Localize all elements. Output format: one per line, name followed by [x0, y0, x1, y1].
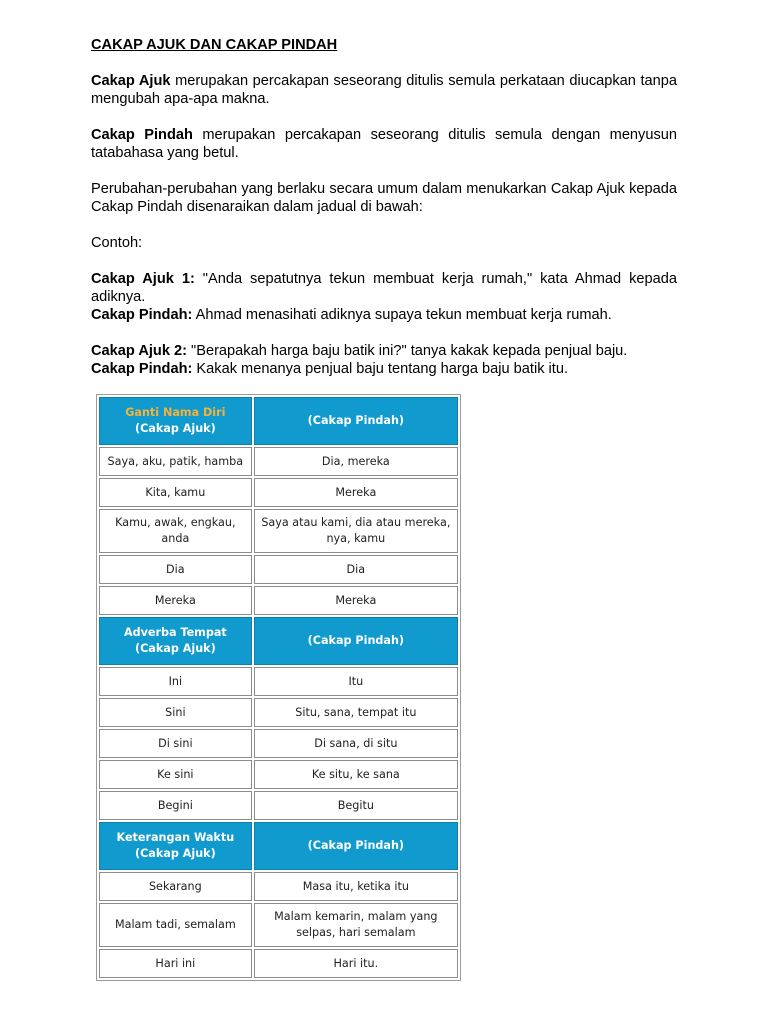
- header-title: Ganti Nama Diri: [125, 406, 226, 419]
- example-label: Cakap Pindah:: [91, 361, 193, 377]
- cell-ajuk: Di sini: [99, 729, 252, 758]
- header-title: Adverba Tempat: [123, 626, 227, 639]
- cell-ajuk: Kita, kamu: [99, 478, 252, 507]
- header-cell-ajuk: [99, 822, 252, 870]
- cell-pindah: Mereka: [254, 478, 458, 507]
- cell-pindah: Malam kemarin, malam yang selpas, hari semalam: [254, 903, 458, 947]
- spacer: [91, 324, 677, 342]
- cell-pindah: Ke situ, ke sana: [254, 760, 458, 789]
- conversion-table-wrapper: [96, 394, 461, 981]
- cell-ajuk: Sini: [99, 698, 252, 727]
- table-row: [99, 791, 458, 820]
- table-row: [99, 872, 458, 901]
- cell-ajuk: Saya, aku, patik, hamba: [99, 447, 252, 476]
- table-row: [99, 447, 458, 476]
- section-header-ganti-nama-diri: [99, 397, 458, 445]
- header-cell-pindah: (Cakap Pindah): [254, 397, 458, 445]
- cell-pindah: Saya atau kami, dia atau mereka, nya, kamu: [254, 509, 458, 553]
- cell-pindah: Itu: [254, 667, 458, 696]
- definition-term: Cakap Pindah: [91, 127, 193, 143]
- example-text: Ahmad menasihati adiknya supaya tekun membuat kerja rumah.: [192, 307, 612, 323]
- definition-term: Cakap Ajuk: [91, 73, 171, 89]
- example-text: Kakak menanya penjual baju tentang harga baju batik itu.: [192, 361, 569, 377]
- definition-cakap-ajuk: [91, 72, 677, 108]
- cell-pindah: Masa itu, ketika itu: [254, 872, 458, 901]
- cell-pindah: Situ, sana, tempat itu: [254, 698, 458, 727]
- example-2-ajuk: [91, 342, 677, 360]
- table-row: [99, 667, 458, 696]
- table-row: [99, 555, 458, 584]
- table-row: [99, 509, 458, 553]
- header-title: Keterangan Waktu: [116, 831, 235, 844]
- example-label: Cakap Ajuk 2:: [91, 343, 187, 359]
- header-cell-ajuk: [99, 617, 252, 665]
- example-label: Cakap Pindah:: [91, 307, 193, 323]
- header-cell-ajuk: [99, 397, 252, 445]
- header-cell-pindah: (Cakap Pindah): [254, 822, 458, 870]
- section-header-adverba-tempat: [99, 617, 458, 665]
- table-row: [99, 949, 458, 978]
- cell-pindah: Mereka: [254, 586, 458, 615]
- cell-pindah: Hari itu.: [254, 949, 458, 978]
- cell-ajuk: Mereka: [99, 586, 252, 615]
- cell-ajuk: Dia: [99, 555, 252, 584]
- cell-pindah: Dia: [254, 555, 458, 584]
- header-subtitle: (Cakap Ajuk): [134, 847, 216, 860]
- example-label: Cakap Ajuk 1:: [91, 271, 195, 287]
- page-title: CAKAP AJUK DAN CAKAP PINDAH: [91, 37, 338, 53]
- cell-ajuk: Sekarang: [99, 872, 252, 901]
- cell-ajuk: Begini: [99, 791, 252, 820]
- table-row: [99, 903, 458, 947]
- conversion-table: [96, 394, 461, 981]
- intro-paragraph: Perubahan-perubahan yang berlaku secara umum dalam menukarkan Cakap Ajuk kepada Cakap Pindah disenaraikan dalam jadual di bawah:: [91, 181, 677, 215]
- table-row: [99, 586, 458, 615]
- cell-pindah: Dia, mereka: [254, 447, 458, 476]
- header-subtitle: (Cakap Ajuk): [134, 642, 216, 655]
- table-row: [99, 478, 458, 507]
- cell-ajuk: Ke sini: [99, 760, 252, 789]
- example-1-ajuk: [91, 270, 677, 306]
- cell-pindah: Di sana, di situ: [254, 729, 458, 758]
- section-header-keterangan-waktu: [99, 822, 458, 870]
- header-cell-pindah: (Cakap Pindah): [254, 617, 458, 665]
- definition-text: merupakan percakapan seseorang ditulis semula perkataan diucapkan tanpa mengubah apa-apa makna.: [91, 73, 677, 107]
- definition-text: merupakan percakapan seseorang ditulis semula dengan menyusun tatabahasa yang betul.: [91, 127, 677, 161]
- cell-ajuk: Ini: [99, 667, 252, 696]
- table-row: [99, 698, 458, 727]
- example-text: "Berapakah harga baju batik ini?" tanya kakak kepada penjual baju.: [186, 343, 628, 359]
- contoh-label: Contoh:: [91, 235, 143, 251]
- cell-pindah: Begitu: [254, 791, 458, 820]
- example-2-pindah: [91, 360, 677, 378]
- cell-ajuk: Hari ini: [99, 949, 252, 978]
- table-row: [99, 760, 458, 789]
- document-page: [91, 36, 677, 378]
- cell-ajuk: Kamu, awak, engkau, anda: [99, 509, 252, 553]
- header-subtitle: (Cakap Ajuk): [134, 422, 216, 435]
- table-row: [99, 729, 458, 758]
- example-1-pindah: [91, 306, 677, 324]
- example-text: "Anda sepatutnya tekun membuat kerja rumah," kata Ahmad kepada adiknya.: [91, 271, 677, 305]
- cell-ajuk: Malam tadi, semalam: [99, 903, 252, 947]
- definition-cakap-pindah: [91, 126, 677, 162]
